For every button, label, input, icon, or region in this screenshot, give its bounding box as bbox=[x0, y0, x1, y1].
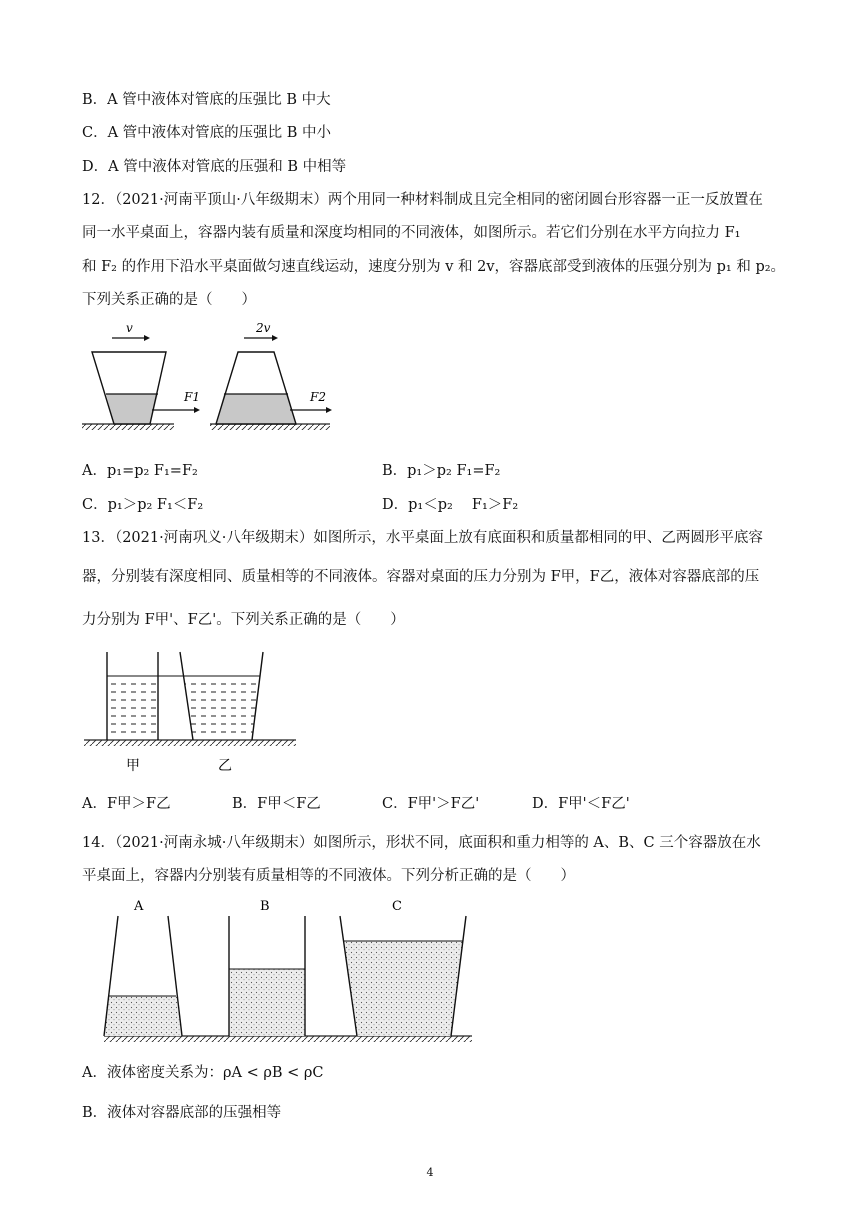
option-c: C．F甲'＞F乙' bbox=[382, 796, 480, 812]
option-a: A．F甲＞F乙 bbox=[82, 796, 171, 812]
question-12-text: 下列关系正确的是（ ） bbox=[82, 292, 256, 308]
option-b: B．液体对容器底部的压强相等 bbox=[82, 1105, 282, 1121]
liquid-a bbox=[104, 996, 182, 1036]
a-label: A bbox=[134, 899, 144, 914]
question-13-figure bbox=[80, 648, 300, 778]
option-line: D．A 管中液体对管底的压强和 B 中相等 bbox=[82, 159, 347, 175]
option-line: C．A 管中液体对管底的压强比 B 中小 bbox=[82, 125, 332, 141]
ground-hatch bbox=[104, 1036, 472, 1042]
question-14-figure bbox=[100, 896, 480, 1044]
question-13-text: 力分别为 F甲'、F乙'。下列关系正确的是（ ） bbox=[82, 612, 405, 628]
option-b: B．F甲＜F乙 bbox=[232, 796, 321, 812]
jia-label: 甲 bbox=[126, 758, 140, 774]
liquid-jia bbox=[107, 676, 158, 740]
option-d: D．F甲'＜F乙' bbox=[532, 796, 630, 812]
option-c: C．p₁＞p₂ F₁＜F₂ bbox=[82, 497, 204, 513]
ground-hatch bbox=[210, 424, 330, 430]
option-b: B．p₁＞p₂ F₁=F₂ bbox=[382, 463, 501, 479]
question-12-text: 同一水平桌面上，容器内装有质量和深度均相同的不同液体，如图所示。若它们分别在水平方向拉力 F₁ bbox=[82, 225, 741, 241]
page-number: 4 bbox=[426, 1166, 434, 1179]
ground-hatch bbox=[84, 740, 296, 746]
c-label: C bbox=[392, 899, 402, 914]
question-12-text: 和 F₂ 的作用下沿水平桌面做匀速直线运动，速度分别为 v 和 2v，容器底部受到液体的压强分别为 p₁ 和 p₂。 bbox=[82, 259, 786, 275]
question-14-text: 14．（2021·河南永城·八年级期末）如图所示，形状不同，底面积和重力相等的 A、B、C 三个容器放在水 bbox=[82, 835, 761, 851]
option-a: A．p₁=p₂ F₁=F₂ bbox=[82, 463, 198, 479]
question-12-text: 12．（2021·河南平顶山·八年级期末）两个用同一种材料制成且完全相同的密闭圆台形容器一正一反放置在 bbox=[82, 192, 763, 208]
liquid-yi bbox=[183, 676, 260, 740]
liquid-c bbox=[344, 941, 463, 1036]
option-d: D．p₁＜p₂ F₁＞F₂ bbox=[382, 497, 519, 513]
b-label: B bbox=[260, 899, 270, 914]
ground-hatch bbox=[82, 424, 174, 430]
liquid-2 bbox=[216, 394, 296, 424]
f2-label: F2 bbox=[310, 390, 326, 404]
option-line: B．A 管中液体对管底的压强比 B 中大 bbox=[82, 92, 331, 108]
question-13-text: 器，分别装有深度相同、质量相等的不同液体。容器对桌面的压力分别为 F甲，F乙，液体对容器底部的压 bbox=[82, 569, 760, 585]
v-label: v bbox=[126, 321, 133, 335]
question-12-figure bbox=[78, 318, 348, 438]
f1-label: F1 bbox=[184, 390, 200, 404]
liquid-b bbox=[229, 969, 305, 1036]
2v-label: 2v bbox=[256, 321, 271, 335]
option-a: A．液体密度关系为：ρA < ρB < ρC bbox=[82, 1065, 324, 1081]
question-14-text: 平桌面上，容器内分别装有质量相等的不同液体。下列分析正确的是（ ） bbox=[82, 868, 575, 884]
question-13-text: 13．（2021·河南巩义·八年级期末）如图所示，水平桌面上放有底面积和质量都相同的甲、乙两圆形平底容 bbox=[82, 530, 763, 546]
yi-label: 乙 bbox=[218, 758, 232, 774]
liquid-1 bbox=[106, 394, 158, 424]
